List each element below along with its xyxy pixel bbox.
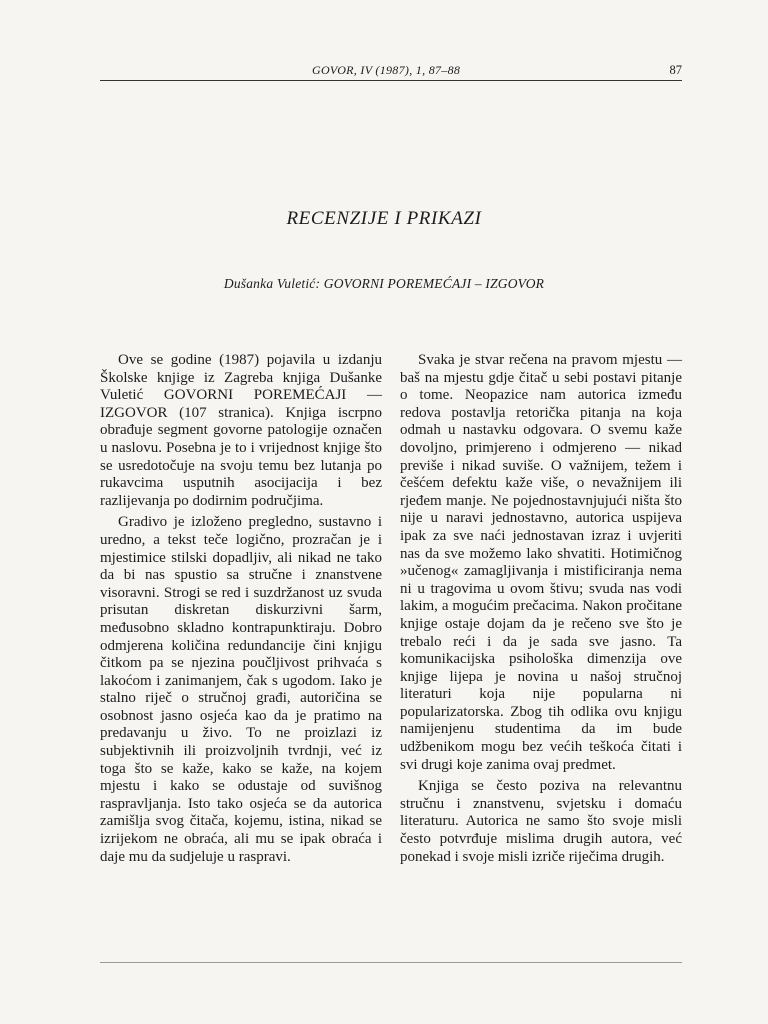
review-heading: Dušanka Vuletić: GOVORNI POREMEĆAJI – IZGOVOR (223, 276, 545, 291)
paragraph: Svaka je stvar rečena na pravom mjestu — baš na mjestu gdje čitač u sebi postavi pitanje o tome. Neopazice nam autorica između redova postavlja retorička pitanja na koja odmah u nastavku odgovara. O svemu kaže dovoljno, primjereno i odmjereno — nikad previše i nikad suviše. O važnijem, težem i češćem defektu kaže više, o nevažnijem ili rjeđem manje. Ne pojednostavnjujući ništa što nije u naravi jednostavno, autorica uspijeva ipak za sve naći jednostavan izraz i uvjeriti nas da sve možemo lako shvatiti. Hotimičnog »učenog« zamagljivanja i mistificiranja nema ni u tragovima u ovom štivu; svuda nas vodi lakim, a mogućim prečacima. Nakon pročitane knjige ostaje dojam da je rečeno sve što je trebalo reći i da je sada sve jasno. Ta komunikacijska psihološka dimenzija ove knjige lijepa je novina u našoj stručnoj literaturi koja nije popularna ni popularizatorska. Zbog tih odlika ovu knjigu namijenjenu studentima da im bude udžbenikom mogu bez većih teškoća čitati i svi drugi koje zanima ovaj predmet. (400, 352, 682, 773)
running-head (100, 63, 682, 79)
right-column (400, 352, 682, 866)
left-column (100, 352, 382, 866)
journal-reference: GOVOR, IV (1987), 1, 87–88 (312, 63, 461, 77)
paragraph: Gradivo je izloženo pregledno, sustavno i uredno, a tekst teče logično, prozračan je i mjestimice stilski dopadljiv, ali nikad ne tako da bi nas spustio sa stručne i znanstvene visoravni. Strogi se red i suzdržanost uz svuda prisutan diskretan diskurzivni šarm, međusobno skladno kontrapunktiraju. Dobro odmjerena količina redundancije čini knjigu čitkom pa se njezina poučljivost prihvaća s lakoćom i zanimanjem, čak s ugodom. Iako je stalno riječ o stručnoj građi, autoričina se osobnost jasno osjeća kao da je pratimo na predavanju u živo. To ne proizlazi iz subjektivnih ili proizvoljnih tvrdnji, već iz toga što se kaže, kako se kaže, na kojem mjestu i kako se odustaje od suvišnog raspravljanja. Isto tako osjeća se da autorica zamišlja svog čitača, kojemu, istina, nikad se izrijekom ne obraća, ali mu se ipak obraća i daje mu da sudjeluje u raspravi. (100, 514, 382, 865)
paragraph: Ove se godine (1987) pojavila u izdanju Školske knjige iz Zagreba knjiga Dušanke Vuletić GOVORNI POREMEĆAJI — IZGOVOR (107 stranica). Knjiga iscrpno obrađuje segment govorne patologije označen u naslovu. Posebna je to i vrijednost knjige što se usredotočuje na svoju temu bez lutanja po rukavcima usputnih asocijacija i bez razlijevanja po dodirnim područjima. (100, 352, 382, 509)
paragraph: Knjiga se često poziva na relevantnu stručnu i znanstvenu, svjetsku i domaću literaturu. Autorica ne samo što svoje misli često potvrđuje mislima drugih autora, već ponekad i svoje misli izriče riječima drugih. (400, 778, 682, 865)
page-number: 87 (669, 63, 682, 77)
page-bottom-edge (100, 962, 682, 963)
section-title: RECENZIJE I PRIKAZI (286, 208, 482, 229)
header-rule (100, 80, 682, 81)
